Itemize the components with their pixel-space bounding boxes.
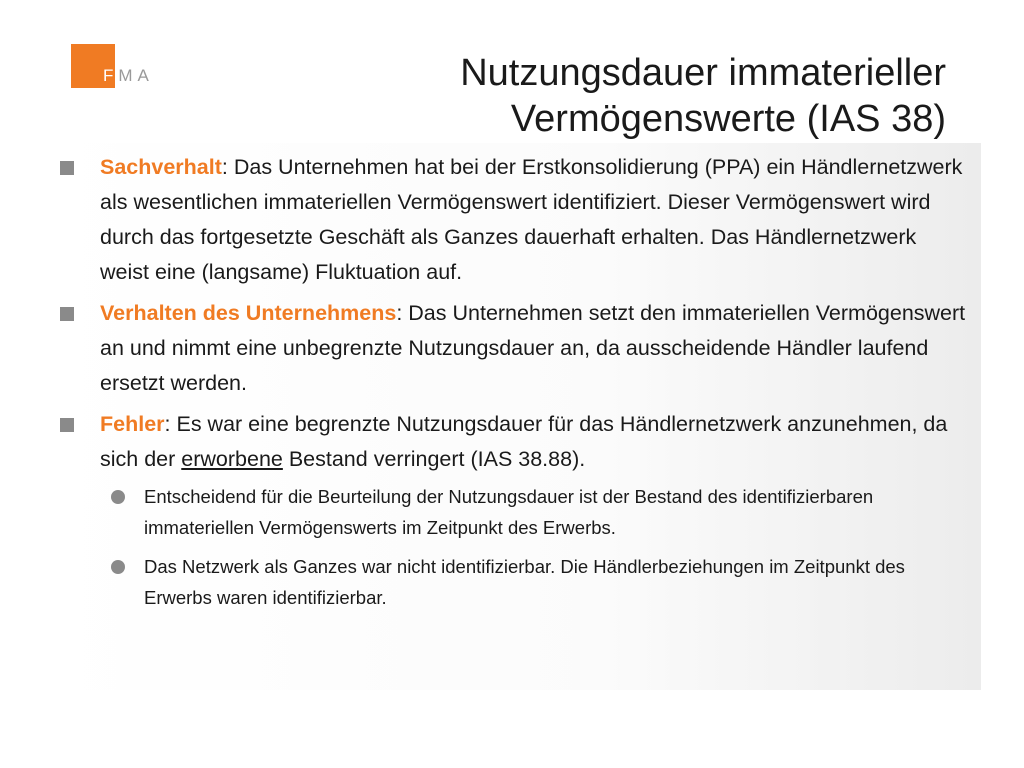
sub-bullet-1: [58, 481, 968, 543]
sub-bullet-text: Entscheidend für die Beurteilung der Nutzungsdauer ist der Bestand des identifizierbaren immateriellen Vermögenswerts im Zeitpunkt des Erwerbs.: [144, 486, 874, 538]
bullet-list: [58, 150, 968, 621]
bullet-label: Verhalten des Unternehmens: [100, 301, 397, 325]
sub-bullet-2: [58, 551, 968, 613]
bullet-sachverhalt: [58, 150, 968, 290]
sub-bullet-text: Das Netzwerk als Ganzes war nicht identifizierbar. Die Händlerbeziehungen im Zeitpunkt des Erwerbs waren identifizierbar.: [144, 556, 905, 608]
page-title: [246, 50, 946, 142]
bullet-label: Fehler: [100, 412, 165, 436]
square-bullet-icon: [60, 161, 74, 175]
fma-logo: [71, 44, 154, 90]
bullet-text: : Das Unternehmen setzt den immateriellen Vermögenswert an und nimmt eine unbegrenzte Nutzungsdauer an, da ausscheidende Händler laufend ersetzt werden.: [100, 301, 966, 395]
title-line-2: Vermögenswerte (IAS 38): [510, 98, 946, 140]
bullet-text: : Das Unternehmen hat bei der Erstkonsolidierung (PPA) ein Händlernetzwerk als wesentlichen immateriellen Vermögenswert identifiziert. Dieser Vermögenswert wird durch das fortgesetzte Geschäft als Ganzes dauerhaft erhalten. Das Händlernetzwerk weist eine (langsame) Fluktuation auf.: [100, 155, 963, 284]
square-bullet-icon: [60, 307, 74, 321]
logo-text: FMA: [103, 66, 154, 85]
underlined-word: erworbene: [181, 447, 283, 471]
bullet-text: : Es war eine begrenzte Nutzungsdauer für das Händlernetzwerk anzunehmen, da sich der: [100, 412, 948, 471]
bullet-text-end: Bestand verringert (IAS 38.88).: [282, 447, 586, 471]
bullet-label: Sachverhalt: [100, 155, 222, 179]
square-bullet-icon: [60, 418, 74, 432]
title-line-1: Nutzungsdauer immaterieller: [460, 52, 946, 94]
round-bullet-icon: [111, 560, 125, 574]
bullet-fehler: [58, 407, 968, 477]
round-bullet-icon: [111, 490, 125, 504]
bullet-verhalten: [58, 296, 968, 401]
